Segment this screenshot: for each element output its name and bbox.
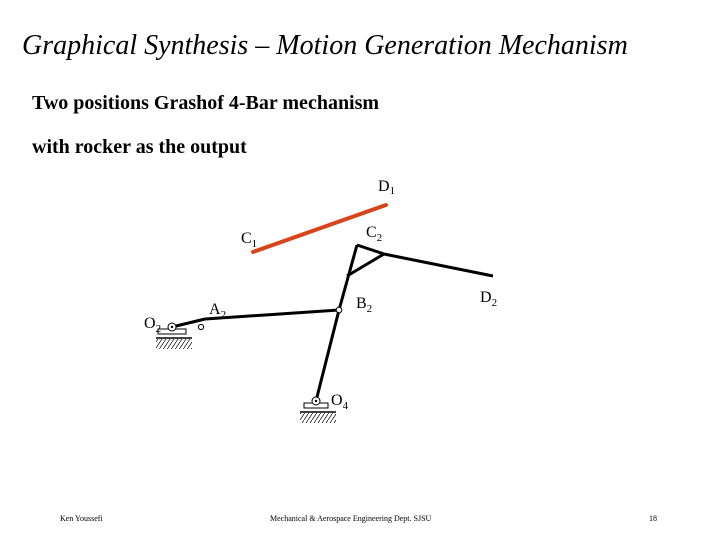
label-a2: $A_2$ [209, 301, 227, 321]
label-d1: D1 [378, 178, 396, 197]
subtitle-line-1: Two positions Grashof 4-Bar mechanism [32, 92, 380, 114]
coupler-plate-b2-apex [339, 245, 357, 310]
label-o2: $O_2$ [144, 315, 162, 335]
footer-author: Ken Youssefi [60, 514, 103, 523]
joint-b2 [336, 307, 342, 313]
coupler-plate-top-edge [357, 245, 384, 254]
label-d2: $D_2$ [480, 289, 498, 309]
rocker-link-o4-b2 [316, 310, 339, 401]
ground-pivot-o2 [156, 323, 192, 349]
label-c2: $C_2$ [366, 224, 383, 244]
page-number: 18 [649, 514, 657, 523]
subtitle-line-2: with rocker as the output [32, 136, 247, 158]
label-c1: $C_1$ [241, 230, 258, 250]
label-b2: $B_2$ [356, 295, 373, 315]
coupler-link-c2-d2 [384, 254, 493, 276]
footer-department: Mechanical & Aerospace Engineering Dept. SJSU [270, 514, 432, 523]
joint-a2 [198, 324, 203, 329]
label-o4: $O_4$ [331, 392, 349, 412]
slide-title: Graphical Synthesis – Motion Generation Mechanism [22, 30, 628, 61]
